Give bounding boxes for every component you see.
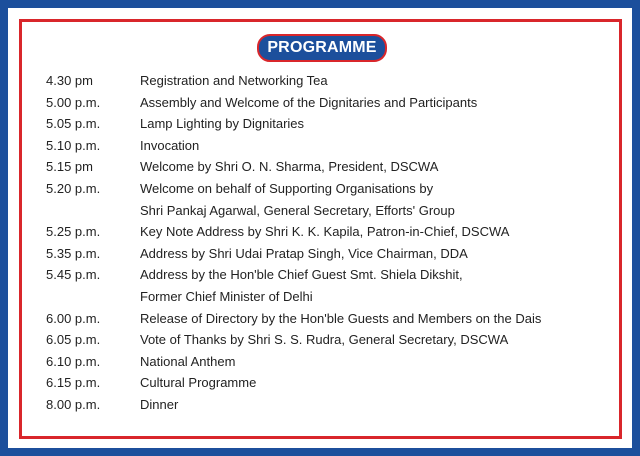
schedule-item xyxy=(46,394,541,416)
schedule-time: 5.15 pm xyxy=(46,159,93,175)
schedule-item xyxy=(46,178,541,221)
schedule-description-line: Vote of Thanks by Shri S. S. Rudra, General Secretary, DSCWA xyxy=(140,332,509,348)
schedule-item xyxy=(46,113,541,135)
schedule-description xyxy=(140,351,235,373)
schedule-description xyxy=(140,221,509,243)
schedule-description xyxy=(140,394,178,416)
schedule-time: 8.00 p.m. xyxy=(46,396,101,412)
schedule-description xyxy=(140,329,508,351)
schedule-description xyxy=(140,243,468,265)
schedule-time: 5.35 p.m. xyxy=(46,245,101,261)
schedule-time: 5.05 p.m. xyxy=(46,116,101,132)
schedule-time: 6.00 p.m. xyxy=(46,310,101,326)
schedule-item xyxy=(46,92,541,114)
schedule-description xyxy=(140,113,304,135)
programme-title: PROGRAMME xyxy=(257,34,387,62)
schedule-time: 5.45 p.m. xyxy=(46,267,101,283)
schedule-description-line: Lamp Lighting by Dignitaries xyxy=(140,116,305,132)
schedule-time: 5.20 p.m. xyxy=(46,180,101,196)
schedule-item xyxy=(46,243,541,265)
schedule-description-line: Release of Directory by the Hon'ble Guests and Members on the Dais xyxy=(140,310,542,326)
schedule-description-line: National Anthem xyxy=(140,353,236,369)
schedule-description xyxy=(140,156,438,178)
schedule-description-line: Former Chief Minister of Delhi xyxy=(140,288,313,304)
schedule-item xyxy=(46,156,541,178)
schedule-description-line: Welcome by Shri O. N. Sharma, President, DSCWA xyxy=(140,159,439,175)
schedule-description-line: Registration and Networking Tea xyxy=(140,73,328,88)
schedule-description xyxy=(140,372,256,394)
schedule-item xyxy=(46,221,541,243)
schedule-time: 5.25 p.m. xyxy=(46,224,101,240)
schedule-list xyxy=(46,70,541,416)
schedule-description-line: Address by the Hon'ble Chief Guest Smt. Shiela Dikshit, xyxy=(140,267,463,283)
schedule-time: 6.10 p.m. xyxy=(46,353,101,369)
schedule-description-line: Invocation xyxy=(140,137,200,153)
schedule-time: 6.05 p.m. xyxy=(46,332,101,348)
schedule-description-line: Welcome on behalf of Supporting Organisations by xyxy=(140,180,434,196)
schedule-description-line: Address by Shri Udai Pratap Singh, Vice Chairman, DDA xyxy=(140,245,468,261)
schedule-item xyxy=(46,135,541,157)
schedule-item xyxy=(46,70,541,92)
schedule-description xyxy=(140,264,463,307)
schedule-time: 4.30 pm xyxy=(46,73,93,88)
schedule-item xyxy=(46,308,541,330)
schedule-time: 6.15 p.m. xyxy=(46,375,101,391)
schedule-description-line: Cultural Programme xyxy=(140,375,257,391)
schedule-description xyxy=(140,92,477,114)
schedule-time: 5.10 p.m. xyxy=(46,137,101,153)
schedule-description-line: Shri Pankaj Agarwal, General Secretary, Efforts' Group xyxy=(140,202,455,218)
page-frame xyxy=(8,8,632,448)
schedule-item xyxy=(46,264,541,307)
schedule-description xyxy=(140,178,455,221)
schedule-description-line: Assembly and Welcome of the Dignitaries and Participants xyxy=(140,94,478,110)
schedule-description xyxy=(140,135,199,157)
schedule-item xyxy=(46,351,541,373)
schedule-description xyxy=(140,70,328,92)
schedule-item xyxy=(46,329,541,351)
schedule-description-line: Dinner xyxy=(140,396,179,412)
schedule-item xyxy=(46,372,541,394)
schedule-description xyxy=(140,308,541,330)
schedule-description-line: Key Note Address by Shri K. K. Kapila, Patron-in-Chief, DSCWA xyxy=(140,224,510,240)
schedule-time: 5.00 p.m. xyxy=(46,94,101,110)
